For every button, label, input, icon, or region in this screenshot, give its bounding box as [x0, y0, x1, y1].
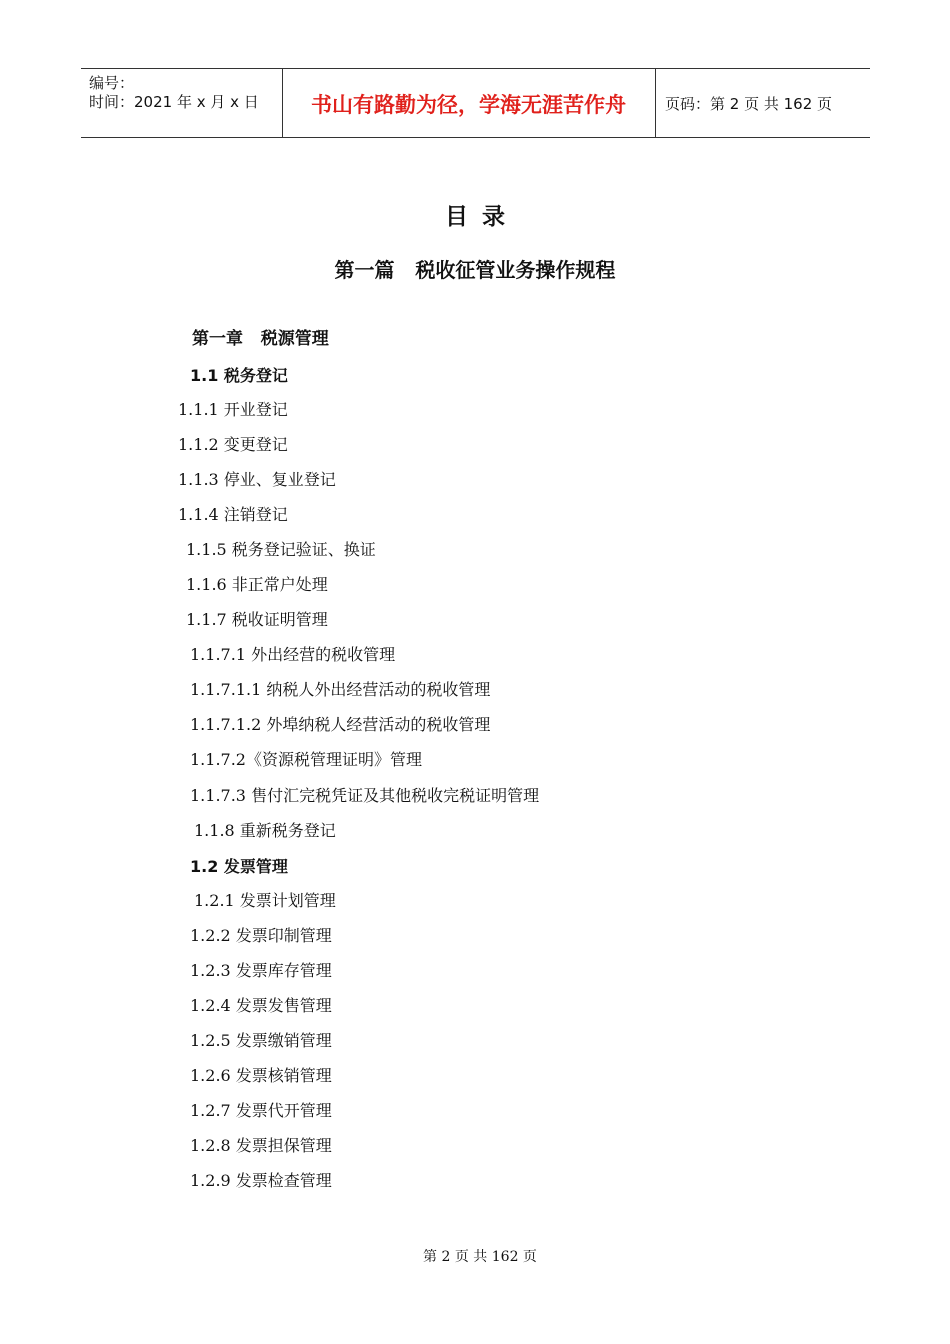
toc-item-1-1-8: 1.1.8 重新税务登记 [194, 821, 336, 840]
toc-item-1-1-6: 1.1.6 非正常户处理 [186, 575, 328, 594]
toc-item-1-1-7-1-1: 1.1.7.1.1 纳税人外出经营活动的税收管理 [190, 680, 491, 699]
toc-item-1-1-7-1-2: 1.1.7.1.2 外埠纳税人经营活动的税收管理 [190, 715, 491, 734]
time-label: 时间：2021 年 x 月 x 日 [89, 93, 259, 111]
page-title: 目录 [445, 204, 519, 230]
toc-item-1-1-2: 1.1.2 变更登记 [178, 435, 288, 454]
toc-item-1-2-5: 1.2.5 发票缴销管理 [190, 1031, 332, 1050]
toc-item-1-2-1: 1.2.1 发票计划管理 [194, 891, 336, 910]
toc-item-1-2-4: 1.2.4 发票发售管理 [190, 996, 332, 1015]
header-middle-cell [282, 69, 656, 137]
toc-item-1-1-4: 1.1.4 注销登记 [178, 505, 288, 524]
toc-item-1-2-3: 1.2.3 发票库存管理 [190, 961, 332, 980]
toc-item-1-2-6: 1.2.6 发票核销管理 [190, 1066, 332, 1085]
motto: 书山有路勤为径，学海无涯苦作舟 [311, 93, 626, 117]
toc-section-1-1: 1.1 税务登记 [190, 366, 288, 385]
toc-section-1-2: 1.2 发票管理 [190, 857, 288, 876]
page-footer: 第 2 页 共 162 页 [423, 1249, 537, 1265]
toc-chapter-1: 第一章 税源管理 [192, 329, 329, 349]
header-right-cell [656, 69, 870, 137]
page-header [81, 68, 870, 138]
toc-item-1-2-9: 1.2.9 发票检查管理 [190, 1171, 332, 1190]
toc-item-1-1-1: 1.1.1 开业登记 [178, 400, 288, 419]
toc-item-1-2-7: 1.2.7 发票代开管理 [190, 1101, 332, 1120]
toc-item-1-2-2: 1.2.2 发票印制管理 [190, 926, 332, 945]
header-left-cell [81, 69, 283, 137]
number-label: 编号： [89, 74, 135, 92]
toc-item-1-1-3: 1.1.3 停业、复业登记 [178, 470, 336, 489]
page-info: 页码：第 2 页 共 162 页 [665, 95, 833, 113]
toc-item-1-1-5: 1.1.5 税务登记验证、换证 [186, 540, 376, 559]
toc-item-1-1-7-3: 1.1.7.3 售付汇完税凭证及其他税收完税证明管理 [190, 786, 540, 805]
toc-item-1-1-7-1: 1.1.7.1 外出经营的税收管理 [190, 645, 396, 664]
toc-item-1-1-7-2: 1.1.7.2《资源税管理证明》管理 [190, 750, 422, 769]
toc-item-1-1-7: 1.1.7 税收证明管理 [186, 610, 328, 629]
part-title: 第一篇 税收征管业务操作规程 [334, 258, 616, 282]
toc-item-1-2-8: 1.2.8 发票担保管理 [190, 1136, 332, 1155]
